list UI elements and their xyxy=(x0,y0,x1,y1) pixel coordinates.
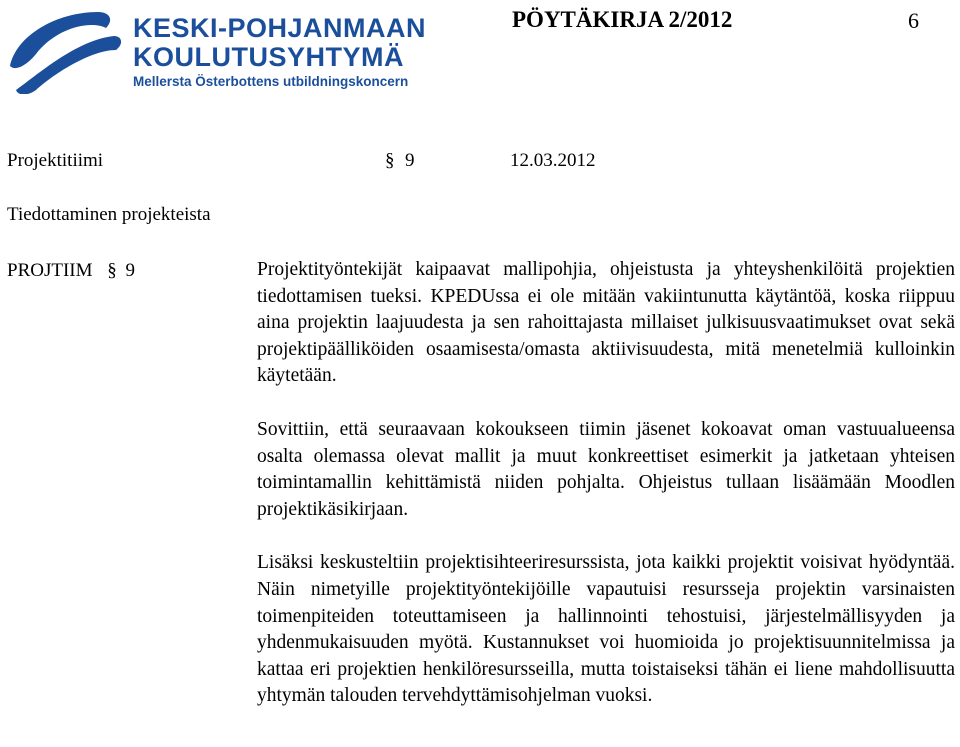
body-text xyxy=(257,257,955,710)
meeting-date: 12.03.2012 xyxy=(510,150,596,171)
paragraph: Sovittiin, että seuraavaan kokoukseen tiimin jäsenet kokoavat oman vastuualueensa osalta olemassa olevat mallit ja muut konkreettiset esimerkit ja jatketaan yhteisen toimintamallin kehittämistä niiden pohjalta. Ohjeistus tullaan lisäämään Moodlen projektikäsikirjaan. xyxy=(257,418,955,520)
reference xyxy=(7,260,135,282)
paragraph: Projektityöntekijät kaipaavat mallipohjia, ohjeistusta ja yhteyshenkilöitä projektien tiedottamisen tueksi. KPEDUssa ei ole mitään vakiintunutta käytäntöä, koska riippuu aina projektin laajuudesta ja sen rahoittajasta millaiset julkisuusvaatimukset ovat sekä projektipäälliköiden osaamisesta/omasta aktiivisuudesta, mitä menetelmiä kulloinkin käytetään. xyxy=(257,259,955,387)
section-symbol: § xyxy=(385,150,395,171)
reference-symbol: § xyxy=(107,260,117,281)
logo-swoosh-icon xyxy=(6,6,126,94)
reference-code: PROJTIIM xyxy=(7,260,93,281)
logo-line-3: Mellersta Österbottens utbildningskoncern xyxy=(133,74,409,89)
logo-line-2: KOULUTUSYHTYMÄ xyxy=(133,42,404,72)
section-number: 9 xyxy=(405,150,415,171)
page-number: 6 xyxy=(908,8,919,33)
reference-number: 9 xyxy=(125,260,136,281)
document-title: PÖYTÄKIRJA 2/2012 xyxy=(512,7,733,32)
logo-line-1: KESKI-POHJANMAAN xyxy=(133,13,427,43)
paragraph: Lisäksi keskusteltiin projektisihteeriresurssista, jota kaikki projektit voisivat hyödyntää. Näin nimetyille projektityöntekijöille vapautuisi resursseja projektin varsinaisten toimenpiteiden toteuttamiseen ja hallinnointi tehostuisi, järjestelmällisyyden ja yhdenmukaisuuden myötä. Kustannukset voi huomioida jo projektisuunnitelmissa ja kattaa eri projektien henkilöresursseilla, mutta toistaiseksi tähän ei liene mahdollisuutta yhtymän talouden tervehdyttämisohjelman vuoksi. xyxy=(257,552,955,707)
logo-text xyxy=(133,14,426,92)
meeting-body: Projektitiimi xyxy=(7,150,104,171)
section-title: Tiedottaminen projekteista xyxy=(7,204,211,225)
